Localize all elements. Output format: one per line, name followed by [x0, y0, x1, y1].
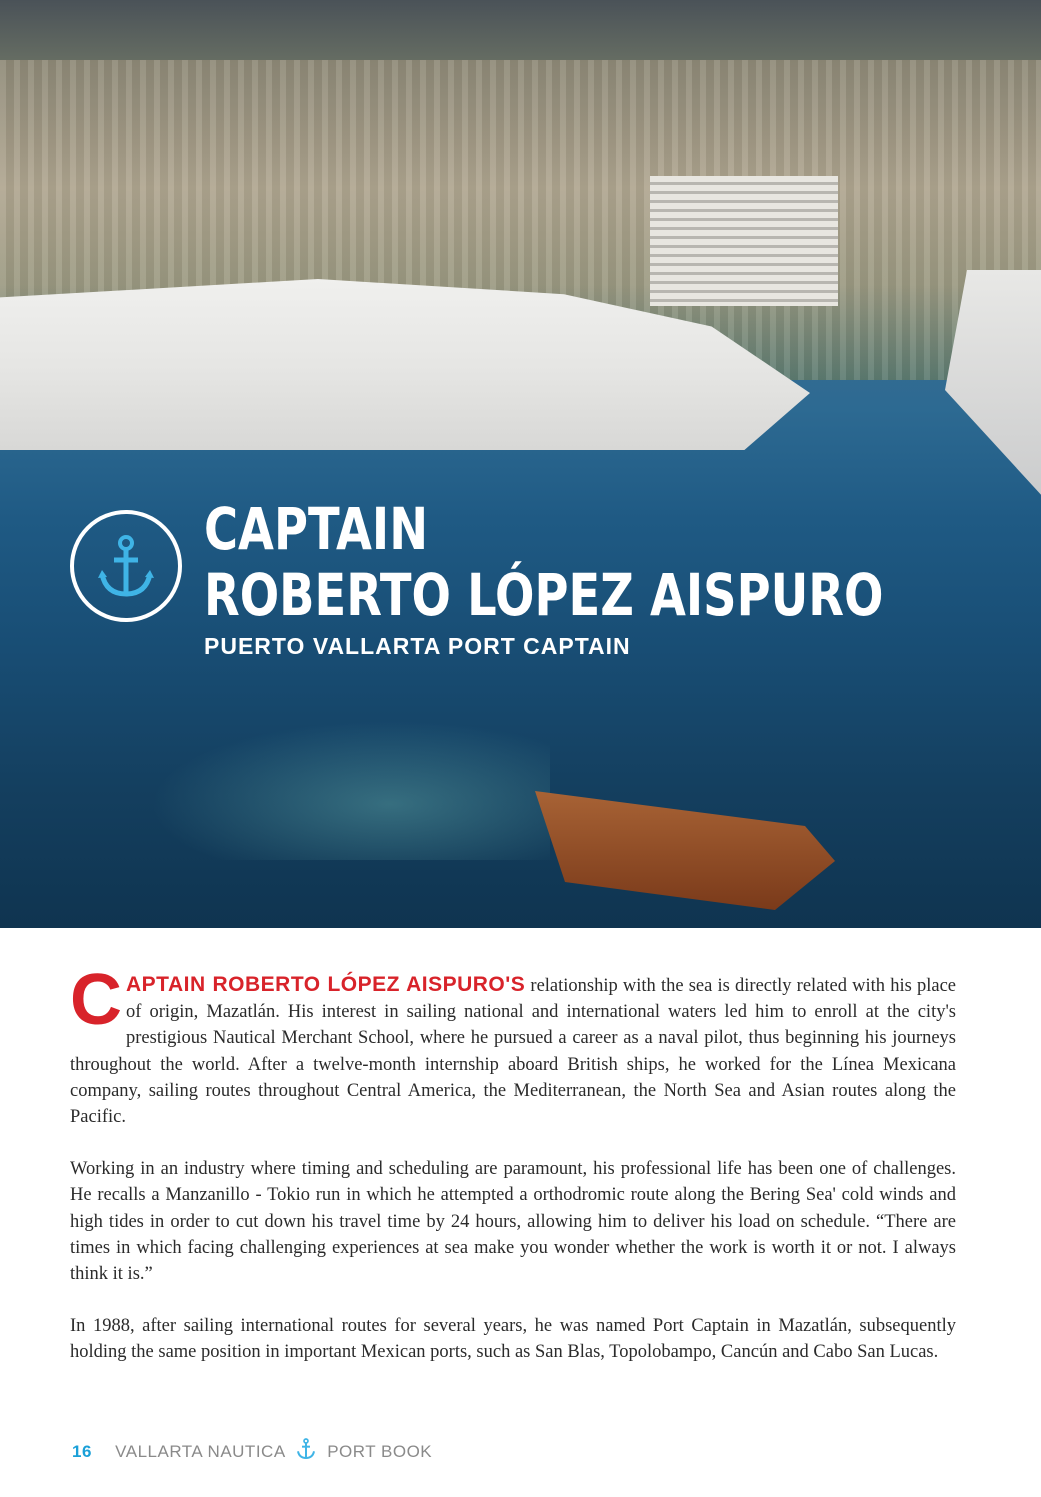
boat-wake [150, 720, 550, 860]
hotel-tower [650, 176, 838, 306]
page-number: 16 [72, 1442, 92, 1461]
drop-cap: C [70, 960, 122, 1040]
paragraph-1-text: relationship with the sea is directly related with his place of origin, Mazatlán. His interest in sailing national and international waters led him to enroll at the city's prestigious Nautical Merchant School, where he pursued a career as a naval pilot, thus beginning his journeys throughout the world. After a twelve-month internship aboard British ships, he worked for the Línea Mexicana company, sailing routes throughout Central America, the Mediterranean, the North Sea and Asian routes along the Pacific. [70, 976, 956, 1128]
anchor-icon [96, 534, 156, 600]
page-title-line2: ROBERTO LÓPEZ AISPURO [204, 561, 884, 629]
section-name: PORT BOOK [327, 1442, 433, 1461]
page-footer [72, 1438, 432, 1465]
article-body [70, 960, 956, 1392]
anchor-separator-icon [296, 1438, 316, 1465]
anchor-badge [70, 510, 182, 622]
paragraph-3: In 1988, after sailing international routes for several years, he was named Port Captain in Mazatlán, subsequently holding the same position in important Mexican ports, such as San Blas, Topolobampo, Cancún and Cabo San Lucas. [70, 1316, 956, 1363]
page-title-line1: CAPTAIN [204, 495, 429, 563]
page-subtitle: PUERTO VALLARTA PORT CAPTAIN [204, 633, 631, 659]
paragraph-2: Working in an industry where timing and scheduling are paramount, his professional life has been one of challenges. He recalls a Manzanillo - Tokio run in which he attempted a orthodromic route along the Bering Sea' cold winds and high tides in order to cut down his travel time by 24 hours, allowing him to deliver his load on schedule. “There are times in which facing challenging experiences at sea make you wonder whether the work is worth it or not. I always think it is.” [70, 1159, 956, 1285]
publication-name: VALLARTA NAUTICA [115, 1442, 285, 1461]
lead-in: APTAIN ROBERTO LÓPEZ AISPURO'S [126, 973, 526, 996]
paragraph-1 [70, 960, 956, 1130]
galleon-ship [535, 770, 835, 910]
